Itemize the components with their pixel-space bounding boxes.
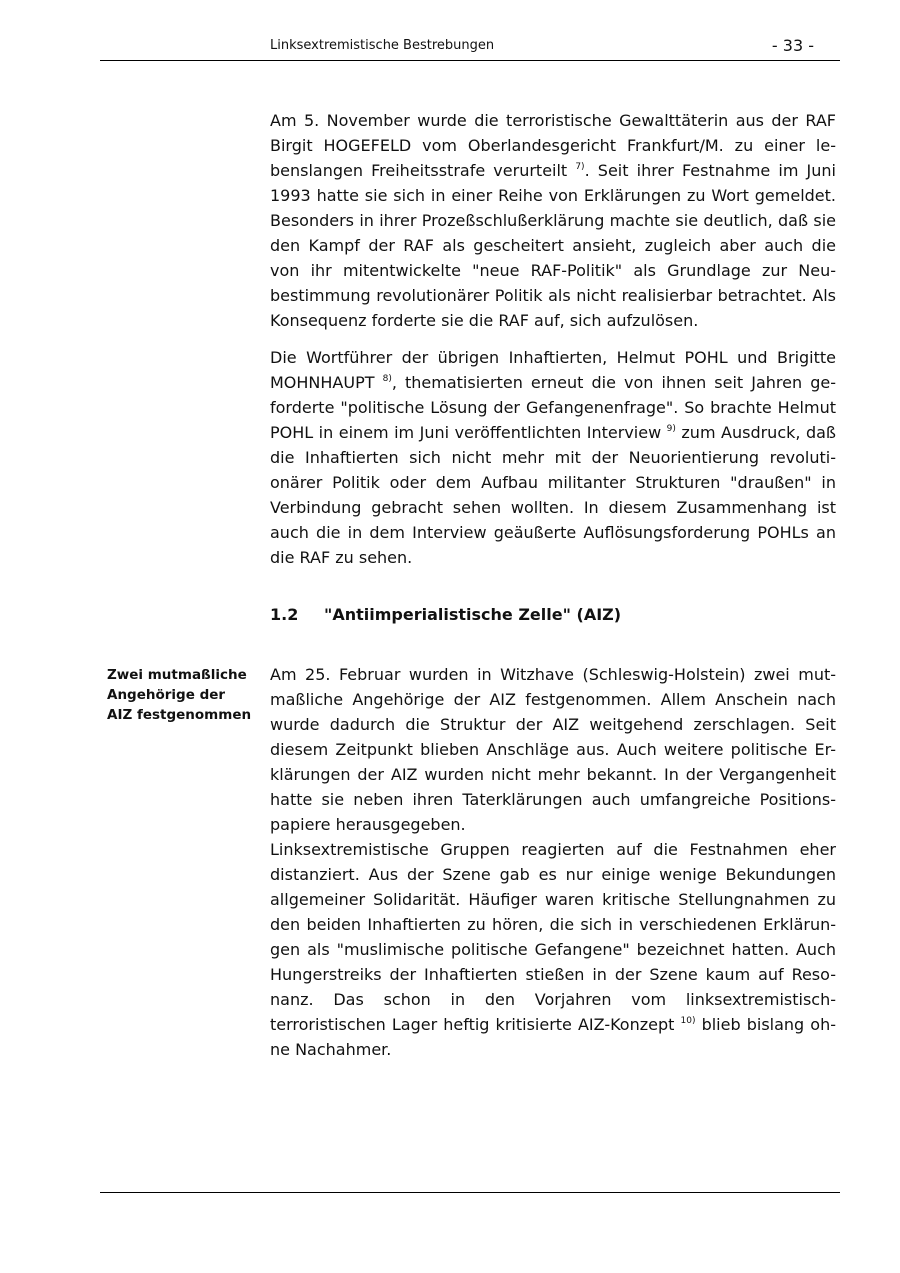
paragraph-text: . Seit ihrer Festnahme im Juni 1993 hatte sie sich in einer Reihe von Erklärungen zu Wort gemeldet. Besonders in ihrer Prozeßschlußerklärung machte sie deutlich, daß sie den Kampf der RAF als gescheitert ansieht, zugleich aber auch die von ihr mitentwickelte "neue RAF-Politik" als Grundlage zur Neu-bestimmung revolutionärer Politik als nicht realisierbar betrachtet. Als Konsequenz forderte sie die RAF auf, sich aufzulösen. xyxy=(270,161,836,330)
paragraph-text: Die Wortführer der übrigen Inhaftierten, Helmut POHL und Brigitte MOHNHAUPT xyxy=(270,348,836,392)
paragraph-text: Linksextremistische Gruppen reagierten auf die Festnahmen eher distanziert. Aus der Szene gab es nur einige wenige Bekundungen allgemeiner Solidarität. Häufiger waren kritische Stellungnahmen zu den beiden Inhaftierten zu hören, die sich in verschiedenen Erklärun-gen als "muslimische politische Gefangene" bezeichnet hatten. Auch Hungerstreiks der Inhaftierten stießen in der Szene kaum auf Reso-nanz. Das schon in den Vorjahren vom linksextremistisch-terroristischen Lager heftig kritisierte AIZ-Konzept xyxy=(270,840,836,1034)
footnote-ref: 8) xyxy=(382,374,392,384)
paragraph-text: zum Ausdruck, daß die Inhaftierten sich nicht mehr mit der Neuorientierung revoluti-onärer Politik oder dem Aufbau militanter Strukturen "draußen" in Verbindung gebracht sehen wollten. In diesem Zusammenhang ist auch die in dem Interview geäußerte Auflösungsforderung POHLs an die RAF zu sehen. xyxy=(270,423,836,567)
footnote-ref: 7) xyxy=(575,162,585,172)
margin-note-line: Zwei mutmaßliche xyxy=(107,667,247,683)
paragraph-reactions xyxy=(270,837,836,1062)
margin-note-line: AIZ festgenommen xyxy=(107,707,252,723)
paragraph-text: blieb bislang oh-ne Nachahmer. xyxy=(270,1015,837,1059)
margin-note-line: Angehörige der xyxy=(107,687,226,703)
margin-note xyxy=(107,665,267,725)
section-heading xyxy=(270,605,621,624)
footer-rule xyxy=(100,1192,840,1193)
paragraph-text: , thematisierten erneut die von ihnen seit Jahren ge-forderte "politische Lösung der Gefangenenfrage". So brachte Helmut POHL in einem im Juni veröffentlichten Interview xyxy=(270,373,836,442)
paragraph-text: Am 5. November wurde die terroristische Gewalttäterin aus der RAF Birgit HOGEFELD vom Oberlandesgericht Frankfurt/M. zu einer le-benslangen Freiheitsstrafe verurteilt xyxy=(270,111,836,180)
footnote-ref: 10) xyxy=(680,1016,696,1026)
paragraph-hogefeld xyxy=(270,108,836,333)
paragraph-pohl-mohnhaupt xyxy=(270,345,836,570)
section-title: "Antiimperialistische Zelle" (AIZ) xyxy=(324,605,622,624)
section-raf xyxy=(270,108,836,570)
section-aiz xyxy=(270,662,836,1062)
page-number: - 33 - xyxy=(771,36,814,55)
section-number: 1.2 xyxy=(270,605,299,624)
footnote-ref: 9) xyxy=(666,424,676,434)
paragraph-arrests: Am 25. Februar wurden in Witzhave (Schleswig-Holstein) zwei mut-maßliche Angehörige der AIZ festgenommen. Allem Anschein nach wurde dadurch die Struktur der AIZ weitgehend zerschlagen. Seit diesem Zeitpunkt blieben Anschläge aus. Auch weitere politische Er-klärungen der AIZ wurden nicht mehr bekannt. In der Vergangenheit hatte sie neben ihren Taterklärungen auch umfangreiche Positions-papiere herausgegeben. xyxy=(270,665,836,834)
page-header xyxy=(100,36,840,61)
header-title: Linksextremistische Bestrebungen xyxy=(270,38,495,53)
